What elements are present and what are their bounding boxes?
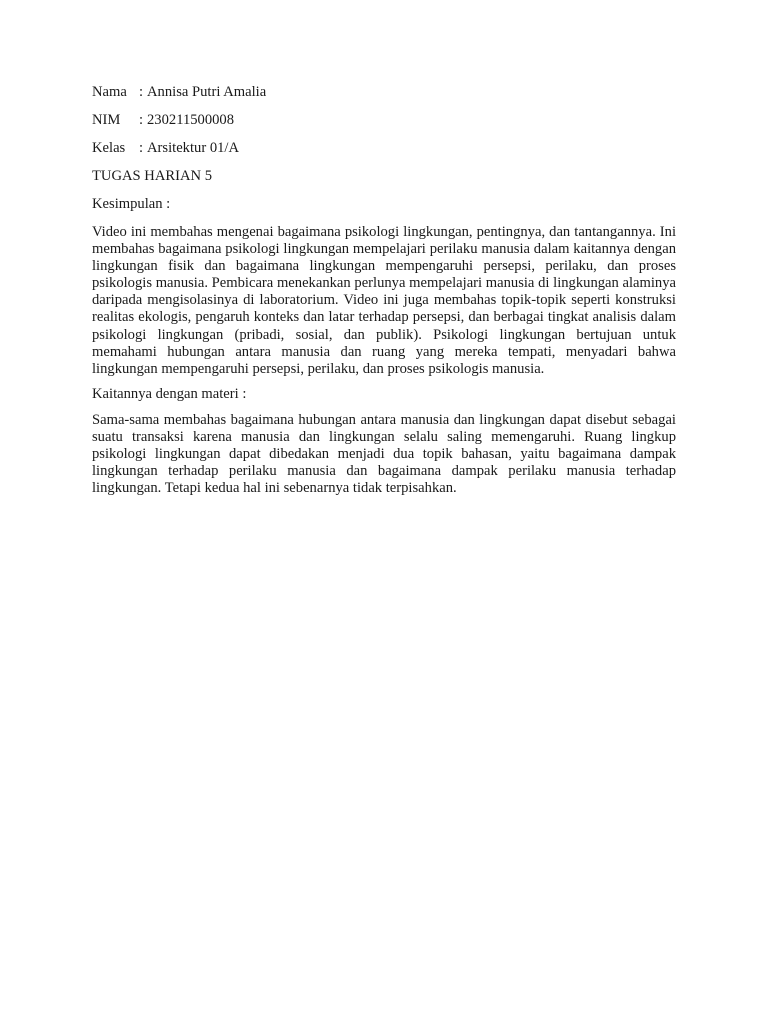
document-page [92,84,676,505]
conclusion-label: Kesimpulan : [92,196,171,212]
relation-label: Kaitannya dengan materi : [92,385,247,402]
name-value: Annisa Putri Amalia [147,84,267,100]
name-field [92,84,676,101]
class-label: Kelas [92,140,126,156]
class-separator: : [139,140,144,156]
nim-value: 230211500008 [147,112,235,128]
nim-field [92,112,676,129]
nim-separator: : [139,112,144,128]
name-separator: : [139,84,144,100]
class-field [92,140,676,157]
document-title: TUGAS HARIAN 5 [92,168,212,184]
relation-paragraph: Sama-sama membahas bagaimana hubungan antara manusia dan lingkungan dapat disebut sebagai suatu transaksi karena manusia dan lingkungan selalu saling memengaruhi. Ruang lingkup psikologi lingkungan dapat dibedakan menjadi dua topik bahasan, yaitu bagaimana dampak lingkungan terhadap perilaku manusia dan bagaimana dampak perilaku manusia terhadap lingkungan. Tetapi kedua hal ini sebenarnya tidak terpisahkan. [92,411,676,497]
conclusion-paragraph: Video ini membahas mengenai bagaimana psikologi lingkungan, pentingnya, dan tantangannya. Ini membahas bagaimana psikologi lingkungan mempelajari perilaku manusia dalam kaitannya dengan lingkungan fisik dan bagaimana lingkungan mempengaruhi persepsi, perilaku, dan proses psikologis manusia. Pembicara menekankan perlunya mempelajari manusia di lingkungan alaminya daripada mengisolasinya di laboratorium. Video ini juga membahas topik-topik seperti konstruksi realitas ekologis, pengaruh konteks dan latar terhadap persepsi, dan berbagai tingkat analisis dalam psikologi lingkungan (pribadi, sosial, dan publik). Psikologi lingkungan bertujuan untuk memahami hubungan antara manusia dan ruang yang mereka tempati, menyadari bahwa lingkungan mempengaruhi persepsi, perilaku, dan proses psikologis manusia. [92,224,676,377]
class-value: Arsitektur 01/A [147,140,240,156]
nim-label: NIM [92,112,121,128]
name-label: Nama [92,84,127,100]
